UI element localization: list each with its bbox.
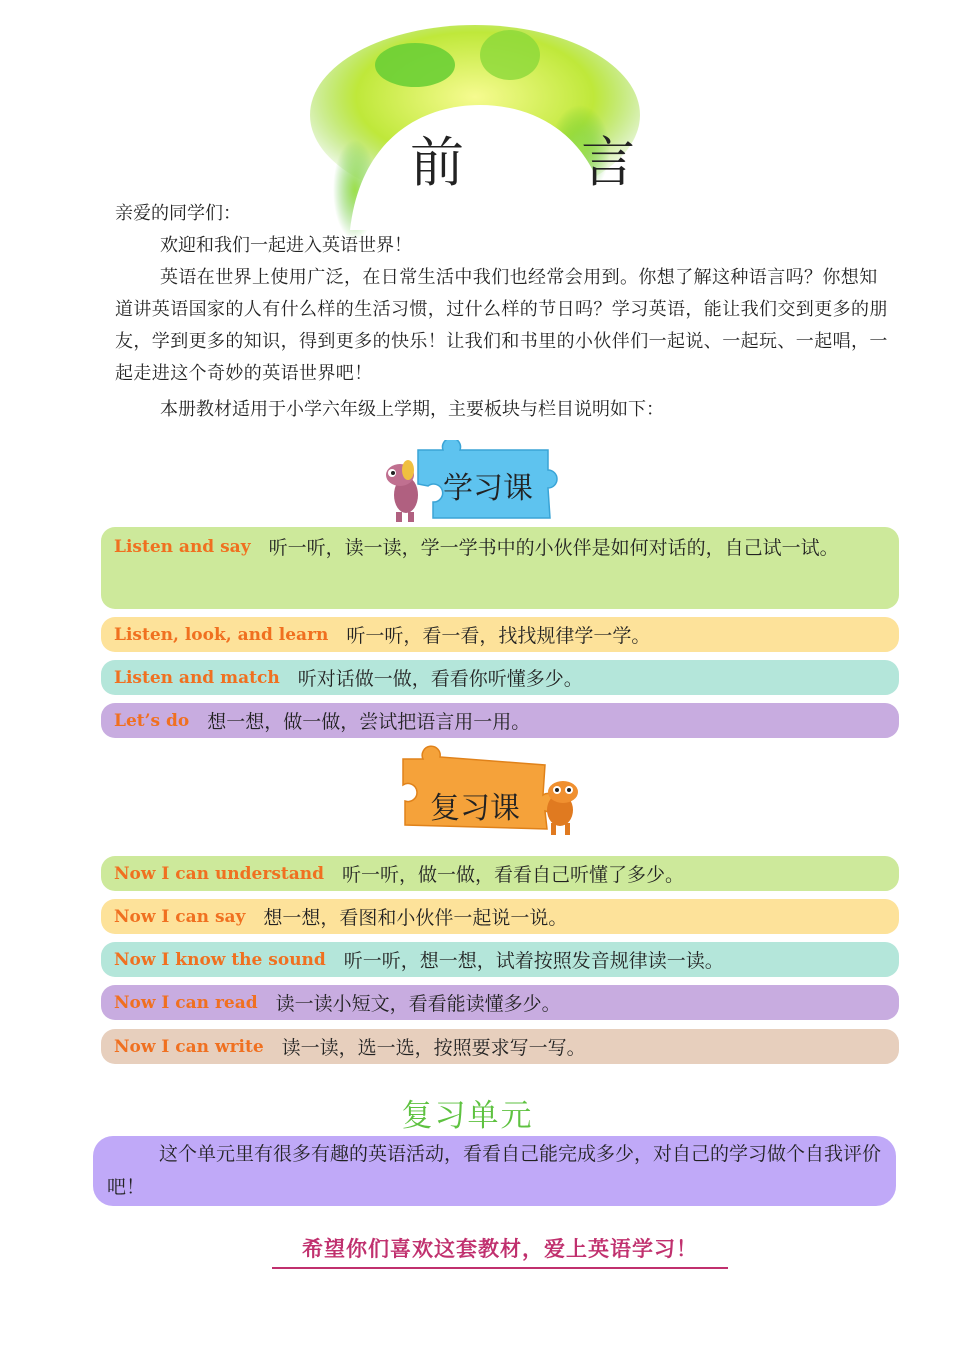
row-desc: 听对话做一做，看看你听懂多少。 [297,668,583,690]
row-now-i-can-read [101,985,899,1020]
row-key: Now I can write [114,1036,264,1057]
row-key: Now I can say [114,906,246,927]
row-key: Let’s do [114,710,190,731]
intro-paragraph-3: 本册教材适用于小学六年级上学期，主要板块与栏目说明如下： [160,399,664,420]
row-listen-and-match [101,660,899,695]
row-key: Listen, look, and learn [114,624,329,645]
row-desc: 听一听，读一读，学一学书中的小伙伴是如何对话的，自己试一试。 [268,537,839,559]
review-heading: 复习课 [430,791,520,826]
review-unit-heading: 复习单元 [401,1098,534,1134]
row-desc: 想一想，看图和小伙伴一起说一说。 [263,907,568,929]
review-unit-text: 这个单元里有很多有趣的英语活动，看看自己能完成多少，对自己的学习做个自我评价吧！ [107,1143,882,1198]
row-now-i-can-say [101,899,899,934]
row-key: Listen and say [114,537,251,557]
row-now-i-know-the-sound [101,942,899,977]
page-title: 前 言 [410,131,686,194]
row-key: Now I can read [114,992,258,1013]
row-listen-look-learn [101,617,899,652]
row-desc: 想一想，做一做，尝试把语言用一用。 [207,711,531,733]
learning-heading: 学习课 [443,471,533,506]
greeting: 亲爱的同学们： [115,203,241,224]
row-desc: 读一读小短文，看看能读懂多少。 [275,993,561,1015]
row-desc: 读一读，选一选，按照要求写一写。 [281,1037,586,1059]
review-unit-box [93,1136,896,1206]
closing-message: 希望你们喜欢这套教材，爱上英语学习！ [272,1233,728,1269]
row-key: Now I know the sound [114,949,326,970]
fox-mascot-icon [547,781,578,835]
intro-paragraph-2: 英语在世界上使用广泛，在日常生活中我们也经常会用到。你想了解这种语言吗？你想知道讲英语国家的人有什么样的生活习惯，过什么样的节日吗？学习英语，能让我们交到更多的朋友，学到更多的知识，得到更多的快乐！让我们和书里的小伙伴们一起说、一起玩、一起唱，一起走进这个奇妙的英语世界吧！ [115,267,888,384]
row-desc: 听一听，想一想，试着按照发音规律读一读。 [343,950,724,972]
row-key: Now I can understand [114,863,325,884]
dog-mascot-icon [386,460,418,522]
row-now-i-can-write [101,1029,899,1064]
row-desc: 听一听，看一看，找找规律学一学。 [346,625,651,647]
row-now-i-can-understand [101,856,899,891]
row-listen-and-say [101,527,899,609]
row-key: Listen and match [114,667,280,688]
row-lets-do [101,703,899,738]
intro-paragraph-1: 欢迎和我们一起进入英语世界！ [160,235,412,256]
row-desc: 听一听，做一做，看看自己听懂了多少。 [342,864,685,886]
